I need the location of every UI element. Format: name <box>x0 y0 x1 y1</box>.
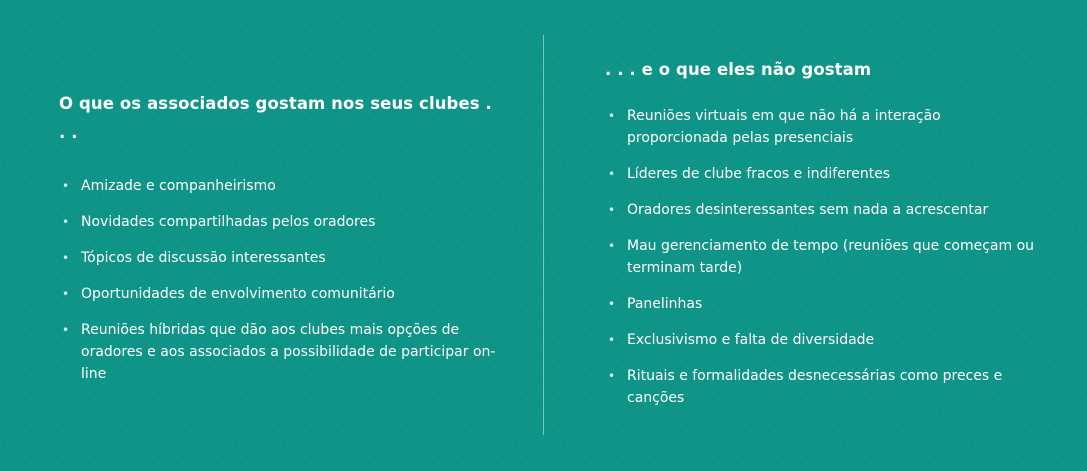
likes-list-item: • Amizade e companheirismo <box>59 175 499 197</box>
likes-column <box>59 89 499 399</box>
column-divider <box>543 35 544 435</box>
dislikes-list-item: • Mau gerenciamento de tempo (reuniões que começam ou terminam tarde) <box>605 235 1045 279</box>
likes-list-item: • Reuniões híbridas que dão aos clubes mais opções de oradores e aos associados a possibilidade de participar on-line <box>59 319 499 385</box>
dislikes-column <box>605 55 1045 423</box>
dislikes-list-item: • Oradores desinteressantes sem nada a acrescentar <box>605 199 1045 221</box>
dislikes-list-item: • Reuniões virtuais em que não há a interação proporcionada pelas presenciais <box>605 105 1045 149</box>
likes-list <box>59 175 499 385</box>
dislikes-list <box>605 105 1045 409</box>
dislikes-list-item: • Panelinhas <box>605 293 1045 315</box>
likes-heading: O que os associados gostam nos seus clubes . . . <box>59 94 492 142</box>
dislikes-list-item: • Líderes de clube fracos e indiferentes <box>605 163 1045 185</box>
dislikes-list-item: • Exclusivismo e falta de diversidade <box>605 329 1045 351</box>
likes-list-item: • Novidades compartilhadas pelos oradores <box>59 211 499 233</box>
dislikes-list-item: • Rituais e formalidades desnecessárias como preces e canções <box>605 365 1045 409</box>
likes-list-item: • Oportunidades de envolvimento comunitário <box>59 283 499 305</box>
dislikes-heading: . . . e o que eles não gostam <box>605 60 872 79</box>
likes-list-item: • Tópicos de discussão interessantes <box>59 247 499 269</box>
